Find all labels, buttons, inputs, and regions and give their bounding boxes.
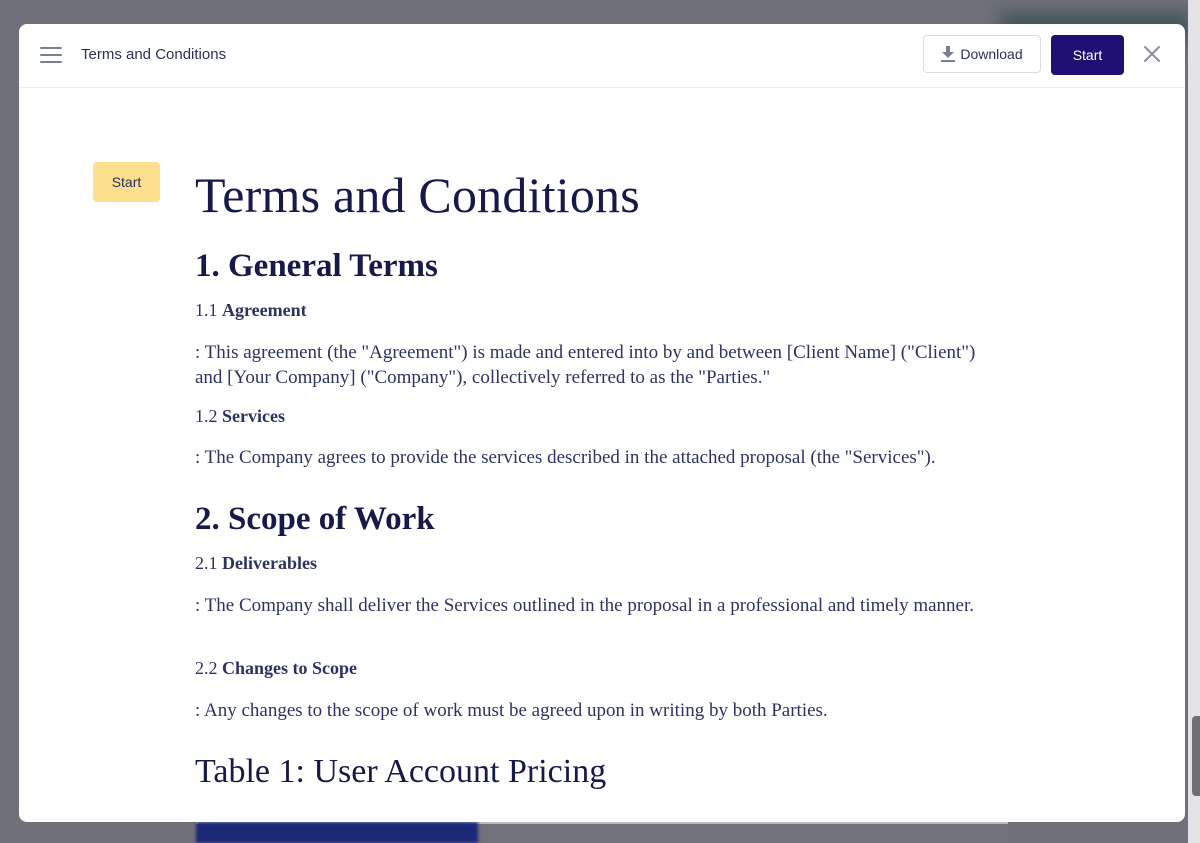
close-icon[interactable]	[1141, 43, 1163, 65]
page-scrollbar-track[interactable]	[1188, 0, 1200, 843]
start-button[interactable]: Start	[1051, 35, 1124, 75]
subsection-label: Deliverables	[222, 553, 317, 573]
subsection-heading	[195, 406, 285, 427]
start-signing-tag[interactable]: Start	[93, 162, 160, 202]
page-scrollbar-thumb[interactable]	[1192, 716, 1200, 796]
hamburger-menu-icon-bar	[40, 61, 62, 63]
subsection-heading	[195, 658, 357, 679]
document-title: Terms and Conditions	[195, 167, 640, 223]
subsection-number: 1.2	[195, 406, 218, 426]
subsection-number: 2.1	[195, 553, 218, 573]
subsection-label: Agreement	[222, 300, 307, 320]
section-heading: 2. Scope of Work	[195, 501, 435, 537]
table-title: Table 1: User Account Pricing	[195, 753, 607, 790]
hamburger-menu-icon	[40, 47, 62, 49]
subsection-number: 2.2	[195, 658, 218, 678]
subsection-label: Services	[222, 406, 285, 426]
subsection-number: 1.1	[195, 300, 218, 320]
download-button[interactable]	[923, 35, 1041, 73]
table-peek-behind-modal	[196, 822, 1008, 843]
clause-text: : The Company agrees to provide the services described in the attached proposal (the "Services").	[195, 447, 936, 468]
clause-text: : Any changes to the scope of work must be agreed upon in writing by both Parties.	[195, 700, 828, 721]
modal-header	[19, 24, 1185, 88]
clause-text: : The Company shall deliver the Services outlined in the proposal in a professional and timely manner.	[195, 595, 974, 616]
section-heading: 1. General Terms	[195, 248, 438, 284]
subsection-heading	[195, 300, 307, 321]
download-button-label: Download	[960, 46, 1023, 62]
menu-button[interactable]	[40, 46, 62, 64]
table-header-cell	[196, 822, 478, 843]
subsection-label: Changes to Scope	[222, 658, 358, 678]
document-preview-modal	[19, 24, 1185, 822]
download-arrow-icon	[941, 46, 955, 62]
subsection-heading	[195, 553, 317, 574]
hamburger-menu-icon-bar	[40, 54, 62, 56]
clause-text: : This agreement (the "Agreement") is made and entered into by and between [Client Name] ("Client") and [Your Company] ("Company"), collectively referred to as the "Parties."	[195, 342, 976, 388]
modal-title: Terms and Conditions	[81, 46, 227, 63]
document-body	[19, 88, 1185, 822]
